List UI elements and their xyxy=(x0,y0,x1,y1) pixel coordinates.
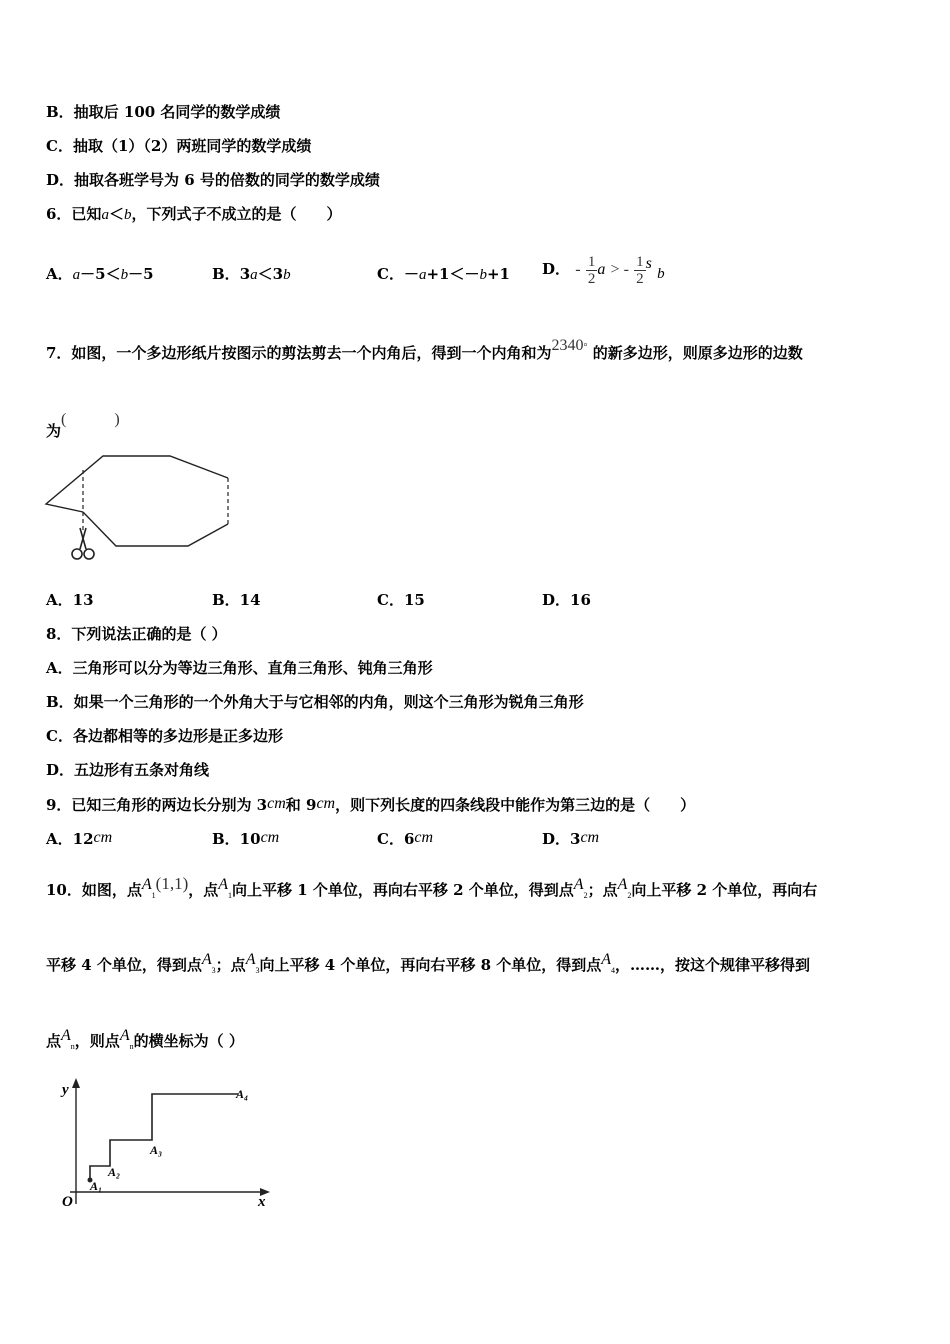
q9-option-c: C．6cm xyxy=(377,829,434,848)
q10-stem-line1: 10．如图，点$A_1(1,1)$，点$A_1$向上平移 1 个单位，再向右平移 2 个单位，得到点$A_2$；点$A_2$向上平移 2 个单位，再向右 xyxy=(46,874,818,900)
q10-stem-line2: 平移 4 个单位，得到点$A_3$；点$A_3$向上平移 4 个单位，再向右平移 8 个单位，得到点$A_4$，……，按这个规律平移得到 xyxy=(46,951,811,975)
q6-option-b: B．3a＜3b xyxy=(212,265,291,283)
x-axis-label: x xyxy=(258,1194,266,1210)
q5-option-c: C．抽取（1）（2）两班同学的数学成绩 xyxy=(46,137,312,155)
q6-option-d: D． - $\frac{1}{2}$ a > - $\frac{1}{2}$ s b xyxy=(542,253,665,287)
q6-option-a: A．a－5＜b－5 xyxy=(46,265,154,283)
q6-option-c: C．－a+1＜－b+1 xyxy=(377,265,510,283)
q9-option-a: A．12cm xyxy=(46,829,113,848)
q8-option-a: A．三角形可以分为等边三角形、直角三角形、钝角三角形 xyxy=(46,659,433,677)
scissors-icon xyxy=(72,528,94,559)
q9-option-d: D．3cm xyxy=(542,829,600,848)
label-a4: A₄ xyxy=(236,1087,249,1101)
q7-option-c: C．15 xyxy=(377,591,425,609)
y-axis-label: y xyxy=(62,1082,69,1098)
label-a3: A₃ xyxy=(150,1143,163,1157)
origin-label: O xyxy=(62,1194,73,1210)
q5-option-b: B．抽取后 100 名同学的数学成绩 xyxy=(46,103,281,121)
q8-option-c: C．各边都相等的多边形是正多边形 xyxy=(46,727,283,745)
polygon-cut-figure xyxy=(40,448,240,568)
polygon-outline xyxy=(46,456,228,512)
q9-stem: 9．已知三角形的两边长分别为 3cm和 9cm，则下列长度的四条线段中能作为第三边的是（ ） xyxy=(46,795,696,814)
q6-d-fraction-2: $\frac{1}{2}$ xyxy=(636,253,644,287)
q7-stem-line2: 为( ) xyxy=(46,411,120,440)
label-a2: A₂ xyxy=(108,1165,121,1179)
q10-stem-line3: 点$A_n$，则点$A_n$的横坐标为（ ） xyxy=(46,1027,244,1051)
q8-option-d: D．五边形有五条对角线 xyxy=(46,761,210,779)
polygon-outline-lower xyxy=(83,512,228,546)
q7-stem-line1: 7．如图，一个多边形纸片按图示的剪法剪去一个内角后，得到一个内角和为2340° 的新多边形，则原多边形的边数 xyxy=(46,337,803,362)
q7-option-a: A．13 xyxy=(46,591,94,609)
q7-option-d: D．16 xyxy=(542,591,591,609)
y-axis-arrow xyxy=(72,1078,80,1088)
q5-option-d: D．抽取各班学号为 6 号的倍数的同学的数学成绩 xyxy=(46,171,380,189)
q8-option-b: B．如果一个三角形的一个外角大于与它相邻的内角，则这个三角形为锐角三角形 xyxy=(46,693,584,711)
q9-option-b: B．10cm xyxy=(212,829,280,848)
label-a1: A₁ xyxy=(90,1179,103,1193)
q7-option-b: B．14 xyxy=(212,591,261,609)
q8-stem: 8．下列说法正确的是（ ） xyxy=(46,625,227,643)
q6-d-fraction-1: $\frac{1}{2}$ xyxy=(587,253,596,287)
q6-stem: 6．已知a＜b，下列式子不成立的是（ ） xyxy=(46,205,342,223)
staircase-coordinate-figure xyxy=(56,1074,286,1214)
